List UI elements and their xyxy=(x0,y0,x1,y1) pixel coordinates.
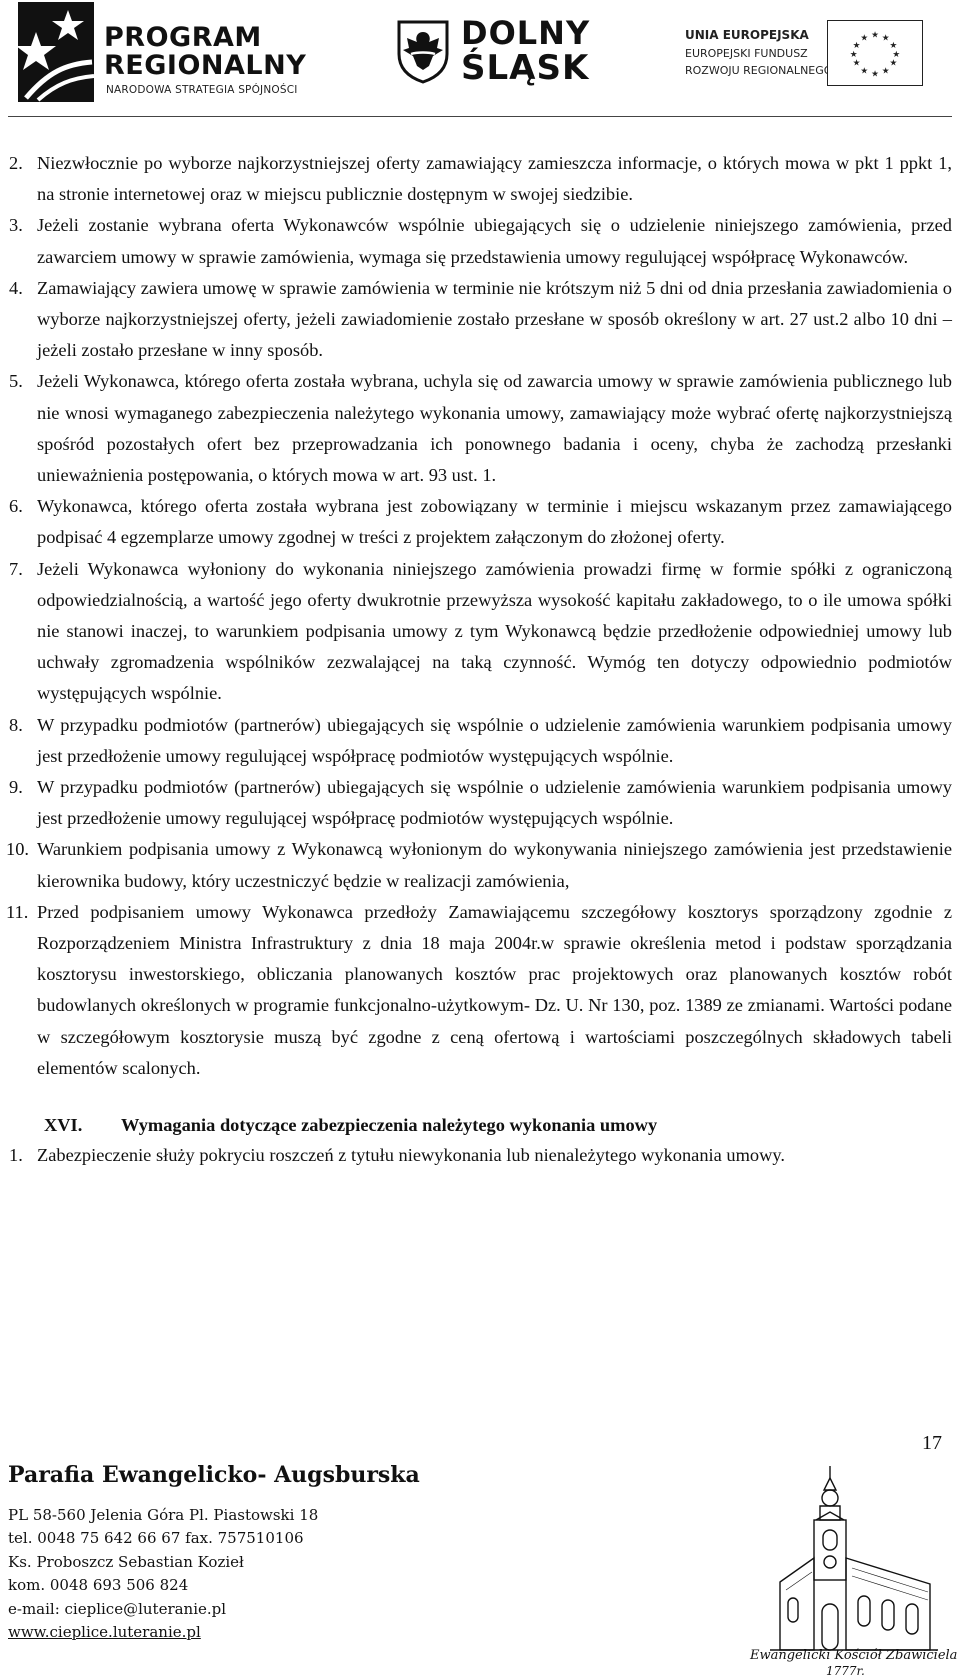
svg-text:★: ★ xyxy=(871,69,879,80)
list-item-number: 3. xyxy=(9,215,23,236)
footer-address: PL 58-560 Jelenia Góra Pl. Piastowski 18 xyxy=(8,1506,319,1524)
list-item-text: W przypadku podmiotów (partnerów) ubiegających się wspólnie o udzielenie zamówienia warunkiem podpisania umowy jest przedłożenie umowy regulującej współpracę podmiotów występujących wspólnie. xyxy=(37,777,952,829)
church-drawing-icon xyxy=(760,1464,940,1654)
svg-text:★: ★ xyxy=(881,33,890,44)
svg-text:★: ★ xyxy=(889,58,898,69)
program-regionalny-logo xyxy=(18,2,348,102)
list-item-number: 8. xyxy=(9,714,23,735)
region-logo-line2: ŚLĄSK xyxy=(461,48,590,88)
list-item xyxy=(9,710,952,772)
section-heading xyxy=(0,1110,960,1140)
list-item-text: Wykonawca, którego oferta została wybrana jest zobowiązany w terminie i miejscu wskazanym przez zamawiającego podpisać 4 egzemplarze umowy zgodnej w treści z projektem załączonym do złożonej oferty. xyxy=(37,496,952,548)
footer-contact xyxy=(8,1504,318,1644)
footer-mobile: kom. 0048 693 506 824 xyxy=(8,1576,189,1595)
svg-text:★: ★ xyxy=(892,49,901,60)
eu-logo-line3: ROZWOJU REGIONALNEGO xyxy=(685,64,833,77)
list-item-number: 10. xyxy=(6,839,29,860)
svg-text:★: ★ xyxy=(889,41,898,52)
list-item-text: Jeżeli Wykonawca wyłoniony do wykonania niniejszego zamówienia prowadzi firmę w formie spółki z ograniczoną odpowiedzialnością, a wartość jego oferty dwukrotnie przewyższa wysokość kapitału zakładowego, to o ile umowa spółki nie stanowi inaczej, to warunkiem podpisania umowy z tym Wykonawcą będzie przedłożenie odpowiedniej umowy lub uchwały zgromadzenia wspólników zezwalającej na taką czynność. Wymóg ten dotyczy odpowiednio podmiotów występujących wspólnie. xyxy=(37,558,952,704)
church-year: 1777r. xyxy=(826,1664,865,1678)
list-item-text: Zamawiający zawiera umowę w sprawie zamówienia w terminie nie krótszym niż 5 dni od dnia przesłania zawiadomienia o wyborze najkorzystniejszej oferty, jeżeli zawiadomienie zostało przesłane w sposób określony w art. 27 ust.2 albo 10 dni – jeżeli zostało przesłane w inny sposób. xyxy=(37,277,952,361)
section-title: Wymagania dotyczące zabezpieczenia należytego wykonania umowy xyxy=(121,1115,658,1136)
footer-title: Parafia Ewangelicko- Augsburska xyxy=(8,1462,420,1488)
list-item-number: 1. xyxy=(9,1145,23,1166)
svg-text:★: ★ xyxy=(852,58,861,69)
program-logo-line2: REGIONALNY xyxy=(104,50,307,81)
svg-text:★: ★ xyxy=(849,49,858,60)
footer-phone: tel. 0048 75 642 66 67 fax. 757510106 xyxy=(8,1529,304,1548)
svg-text:★: ★ xyxy=(860,66,869,77)
list-item-text: Jeżeli zostanie wybrana oferta Wykonawców wspólnie ubiegających się o udzielenie niniejszego zamówienia, przed zawarciem umowy w sprawie zamówienia, wymaga się przedstawienia umowy regulującej współpracę Wykonawców. xyxy=(37,215,952,267)
list-item xyxy=(9,273,952,367)
header-divider xyxy=(8,116,952,117)
list-item-number: 7. xyxy=(9,558,23,579)
footer-website-link[interactable]: www.cieplice.luteranie.pl xyxy=(8,1623,201,1642)
list-item-number: 11. xyxy=(6,901,29,922)
svg-text:★: ★ xyxy=(871,30,879,41)
svg-text:★: ★ xyxy=(860,33,869,44)
program-logo-line1: PROGRAM xyxy=(104,22,262,53)
list-item xyxy=(9,554,952,710)
footer-email: e-mail: cieplice@luteranie.pl xyxy=(8,1599,227,1618)
list-item xyxy=(9,1140,952,1171)
footer-priest: Ks. Proboszcz Sebastian Kozieł xyxy=(8,1552,244,1571)
list-item-number: 6. xyxy=(9,496,23,517)
list-item xyxy=(9,148,952,210)
list-item-text: Niezwłocznie po wyborze najkorzystniejszej oferty zamawiający zamieszcza informacje, o których mowa w pkt 1 ppkt 1, na stronie internetowej oraz w miejscu publicznie dostępnym w swojej siedzibie. xyxy=(37,153,952,205)
list-item-text: Przed podpisaniem umowy Wykonawca przedłoży Zamawiającemu szczegółowy kosztorys sporządzony zgodnie z Rozporządzeniem Ministra Infrastruktury z dnia 18 maja 2004r.w sprawie określenia metod i podstaw sporządzania kosztorysu inwestorskiego, obliczania planowanych kosztów prac projektowych oraz planowanych kosztów robót budowlanych określonych w programie funkcjonalno-użytkowym- Dz. U. Nr 130, poz. 1389 ze zmianami. Wartości podane w szczegółowym kosztorysie muszą być zgodne z ceną ofertową i wartościami poszczególnych składowych tabeli elementów scalonych. xyxy=(37,901,952,1078)
eagle-crest-icon xyxy=(395,18,451,84)
list-item xyxy=(6,834,952,896)
dolny-slask-logo xyxy=(395,12,595,92)
list-item-number: 9. xyxy=(9,777,23,798)
eu-logo xyxy=(685,20,945,90)
eu-logo-line2: EUROPEJSKI FUNDUSZ xyxy=(685,47,808,60)
program-regionalny-emblem-icon xyxy=(18,2,94,102)
svg-text:★: ★ xyxy=(881,66,890,77)
list-item-text: W przypadku podmiotów (partnerów) ubiegających się wspólnie o udzielenie zamówienia warunkiem podpisania umowy jest przedłożenie umowy regulującej współpracę podmiotów występujących wspólnie. xyxy=(37,714,952,766)
eu-flag-icon xyxy=(827,20,923,86)
church-caption: Ewangelicki Kościół Zbawiciela xyxy=(750,1648,958,1663)
svg-text:★: ★ xyxy=(852,41,861,52)
list-item xyxy=(9,366,952,491)
list-item xyxy=(9,491,952,553)
list-item xyxy=(6,897,952,1084)
list-item-number: 5. xyxy=(9,371,23,392)
region-logo-line1: DOLNY xyxy=(461,14,591,52)
page-header xyxy=(0,0,960,118)
eu-logo-line1: UNIA EUROPEJSKA xyxy=(685,28,809,42)
document-body xyxy=(0,148,960,1171)
section-number: XVI. xyxy=(44,1115,83,1136)
page-number: 17 xyxy=(922,1432,942,1454)
program-logo-line3: NARODOWA STRATEGIA SPÓJNOŚCI xyxy=(106,84,298,96)
list-item-text: Jeżeli Wykonawca, którego oferta została wybrana, uchyla się od zawarcia umowy w sprawie zamówienia publicznego lub nie wnosi wymaganego zabezpieczenia należytego wykonania umowy, zamawiający może wybrać ofertę najkorzystniejszą spośród pozostałych ofert bez przeprowadzania ich ponownego badania i oceny, chyba że zachodzą przesłanki unieważnienia postępowania, o których mowa w art. 93 ust. 1. xyxy=(37,371,952,486)
list-item-text: Zabezpieczenie służy pokryciu roszczeń z tytułu niewykonania lub nienależytego wykonania umowy. xyxy=(37,1145,785,1166)
list-item xyxy=(9,210,952,272)
list-item-number: 2. xyxy=(9,153,23,173)
list-item xyxy=(9,772,952,834)
list-item-number: 4. xyxy=(9,277,23,298)
list-item-text: Warunkiem podpisania umowy z Wykonawcą wyłonionym do wykonywania niniejszego zamówienia jest przedstawienie kierownika budowy, który uczestniczyć będzie w realizacji zamówienia, xyxy=(37,839,952,891)
